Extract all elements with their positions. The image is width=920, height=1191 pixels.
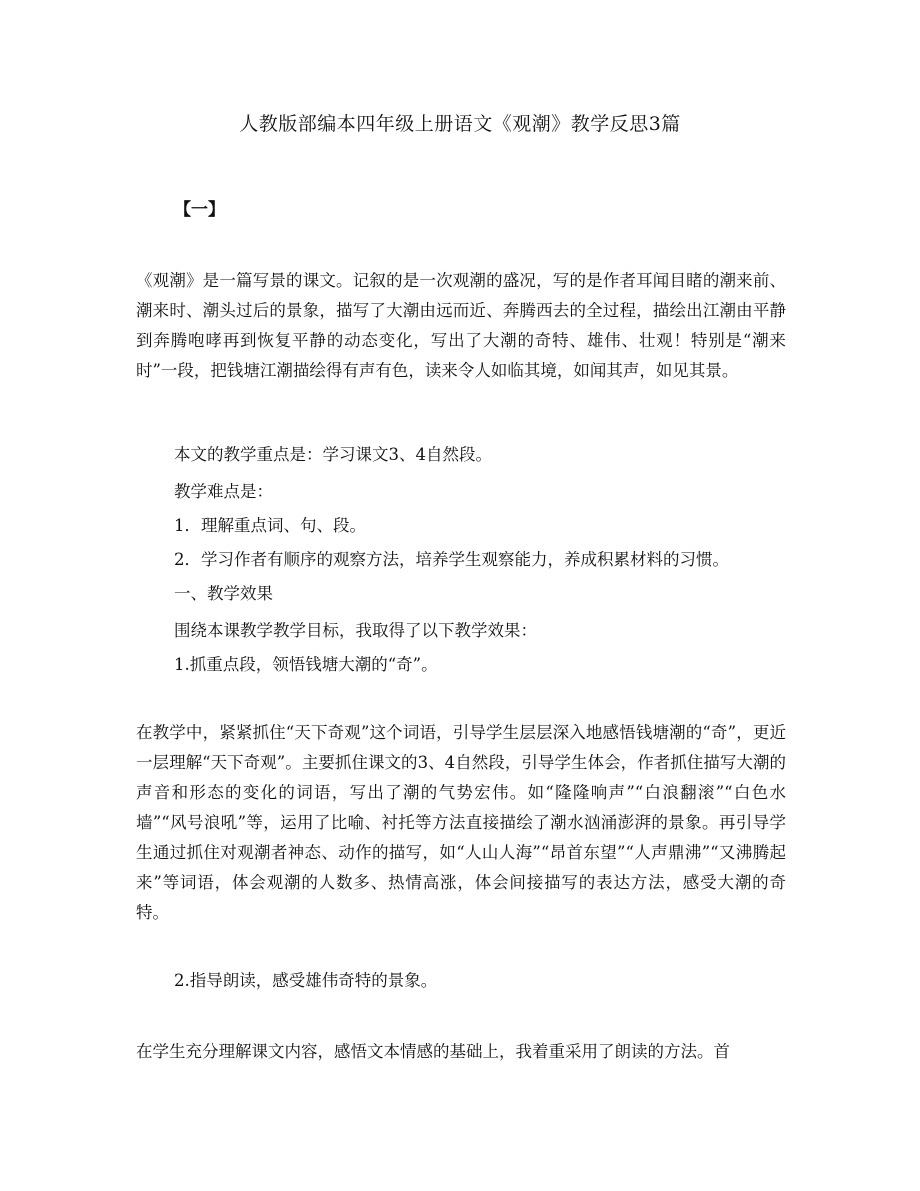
effect-2-body: 在学生充分理解课文内容，感悟文本情感的基础上，我着重采用了朗读的方法。首 <box>136 1042 730 1061</box>
section-heading: 【一】 <box>174 200 225 220</box>
key-point-line: 本文的教学重点是：学习课文3、4自然段。 <box>174 445 492 464</box>
effect-2-heading: 2.指导朗读，感受雄伟奇特的景象。 <box>174 971 438 990</box>
effect-intro: 围绕本课教学教学目标，我取得了以下教学效果： <box>174 621 537 640</box>
difficulty-item-1: 1．理解重点词、句、段。 <box>174 516 366 535</box>
effect-1-body: 在教学中，紧紧抓住“天下奇观”这个词语，引导学生层层深入地感悟钱塘潮的“奇”，更近一层理解“天下奇观”。主要抓住课文的3、4自然段，引导学生体会，作者抓住描写大潮的声音和形态的变化的词语，写出了潮的气势宏伟。如“隆隆响声”“白浪翻滚”“白色水墙”“风号浪吼”等，运用了比喻、衬托等方法直接描绘了潮水汹涌澎湃的景象。再引导学生通过抓住对观潮者神态、动作的描写，如“人山人海”“昂首东望”“人声鼎沸”“又沸腾起来”等词语，体会观潮的人数多、热情高涨，体会间接描写的表达方法，感受大潮的奇特。 <box>136 723 786 922</box>
intro-paragraph: 《观潮》是一篇写景的课文。记叙的是一次观潮的盛况，写的是作者耳闻目睹的潮来前、潮来时、潮头过后的景象，描写了大潮由远而近、奔腾西去的全过程，描绘出江潮由平静到奔腾咆哮再到恢复平静的动态变化，写出了大潮的奇特、雄伟、壮观！特别是“潮来时”一段，把钱塘江潮描绘得有声有色，读来令人如临其境，如闻其声，如见其景。 <box>136 271 786 380</box>
document-title: 人教版部编本四年级上册语文《观潮》教学反思3篇 <box>239 113 681 135</box>
effect-heading: 一、教学效果 <box>174 584 273 603</box>
difficulty-label: 教学难点是： <box>174 482 273 501</box>
difficulty-item-2: 2．学习作者有顺序的观察方法，培养学生观察能力，养成积累材料的习惯。 <box>174 550 729 569</box>
effect-1-heading: 1.抓重点段，领悟钱塘大潮的“奇”。 <box>174 655 438 674</box>
